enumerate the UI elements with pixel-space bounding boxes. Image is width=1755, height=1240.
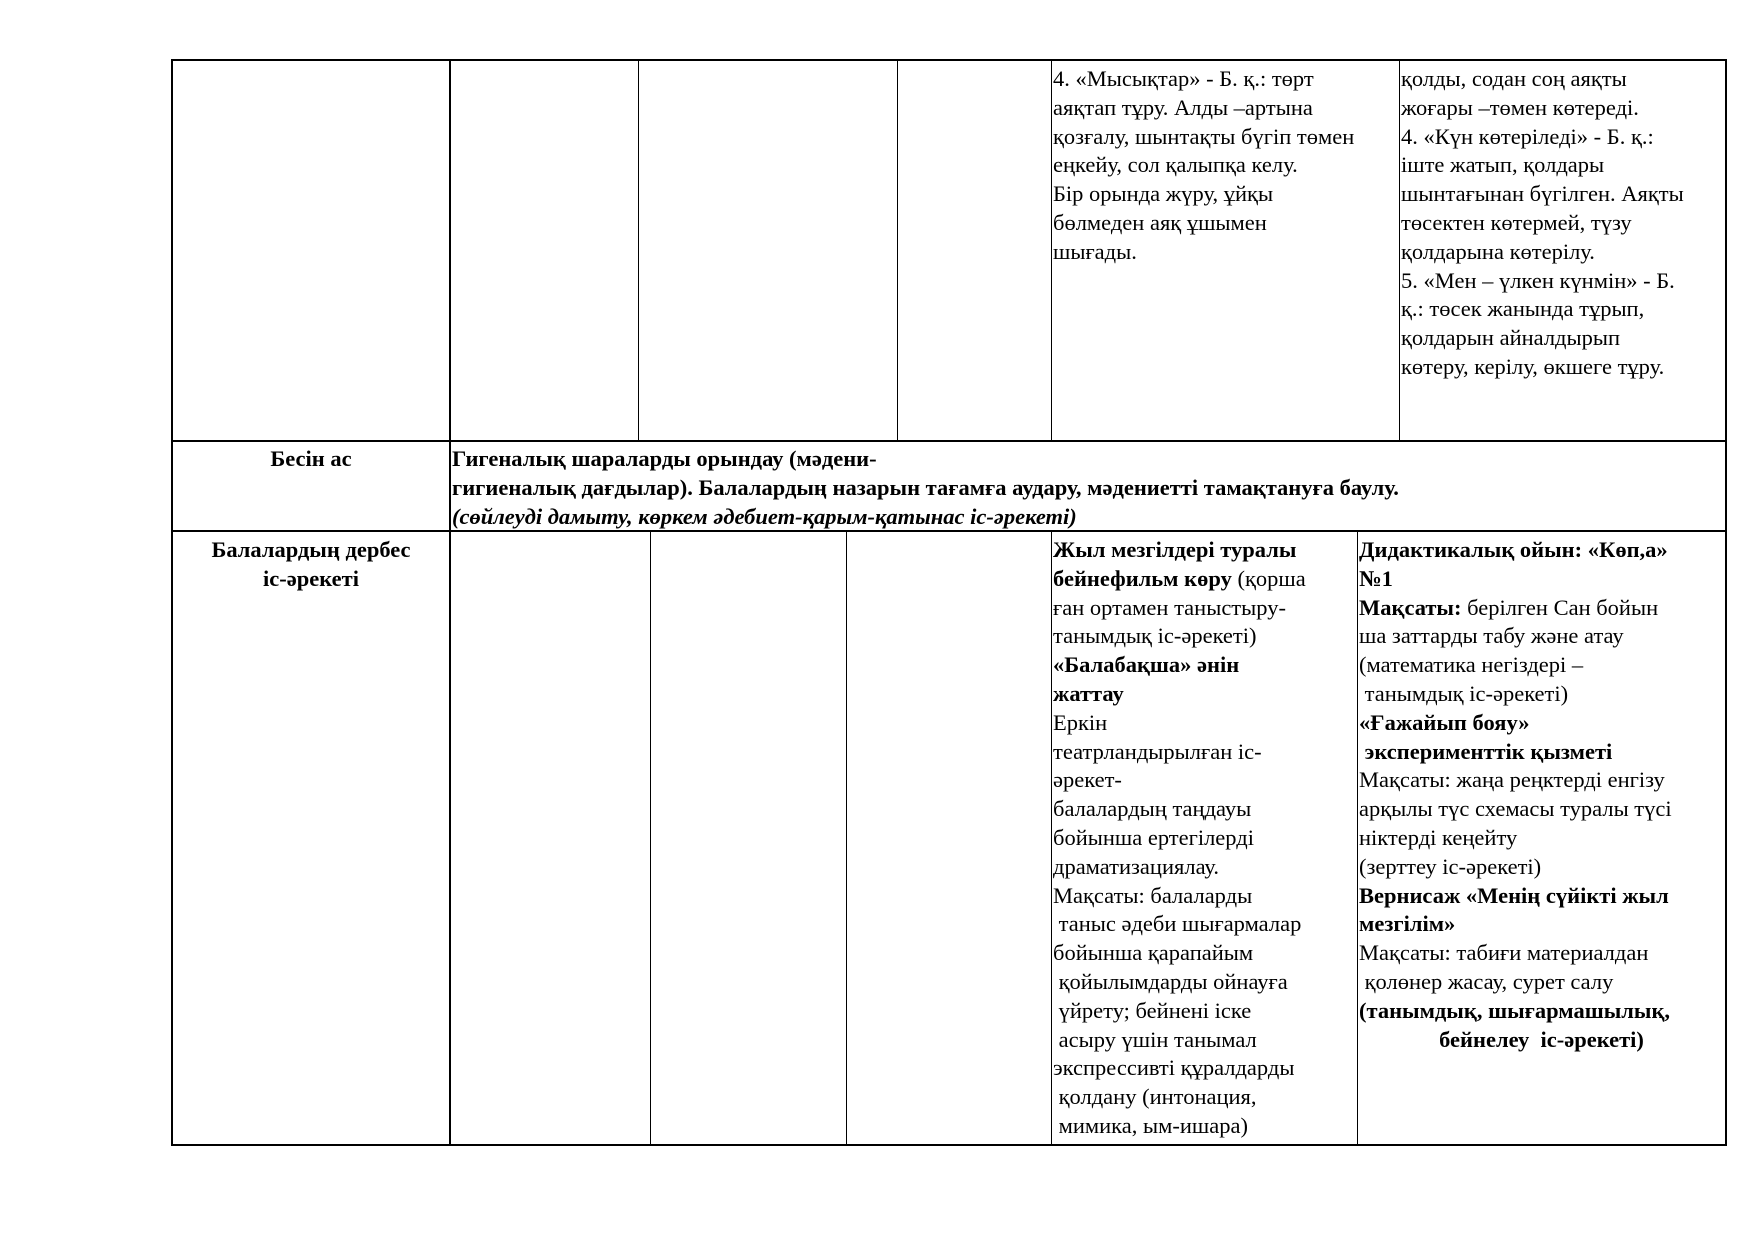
- text-line: №1: [1359, 565, 1393, 591]
- row3-divider-1: [650, 531, 651, 1145]
- text-line: қолды, содан соң аяқты: [1401, 66, 1627, 91]
- text-line: аяқтап тұру. Алды –артына: [1053, 94, 1313, 120]
- row1-col5-cell: [1053, 65, 1398, 267]
- text-line: бойынша қарапайым: [1053, 940, 1254, 966]
- text-line: драматизациялау.: [1053, 853, 1220, 879]
- text-line: Мақсаты: балаларды: [1053, 882, 1253, 908]
- text-line: шығады.: [1053, 238, 1137, 264]
- bold-run: Мақсаты:: [1359, 594, 1462, 620]
- text-line: «Балабақша» әнін: [1053, 652, 1240, 678]
- text-line: эксперименттік қызметі: [1359, 738, 1613, 764]
- text-line: қойылымдарды ойнауға: [1053, 968, 1288, 994]
- text-line: іште жатып, қолдары: [1401, 152, 1605, 178]
- text-line: театрландырылған іс-: [1053, 738, 1262, 764]
- text-line: Мақсаты: жаңа реңктерді енгізу: [1359, 767, 1665, 793]
- row1-divider-4: [1399, 59, 1400, 441]
- row2-text-line3: (сөйлеуді дамыту, көркем әдебиет-қарым-қатынас іс-әрекеті): [452, 503, 1077, 529]
- row3-label-line2: іс-әрекеті: [263, 565, 359, 591]
- text-line: қолдарына көтерілу.: [1401, 238, 1595, 264]
- text-line: [1053, 565, 1356, 594]
- row1-divider-1: [638, 59, 639, 441]
- text-line: (танымдық, шығармашылық,: [1359, 997, 1671, 1023]
- row3-divider-3: [1051, 531, 1052, 1145]
- text-line: еңкейу, сол қалыпқа келу.: [1053, 152, 1298, 178]
- text-line: шынтағынан бүгілген. Аяқты: [1401, 181, 1684, 207]
- text-line: төсектен көтермей, түзу: [1401, 209, 1632, 235]
- text-line: таныс әдеби шығармалар: [1053, 911, 1302, 937]
- text-line: ніктерді кеңейту: [1359, 824, 1518, 850]
- text-line: Дидактикалық ойын: «Көп,а»: [1359, 537, 1668, 562]
- text-line: Жыл мезгілдері туралы: [1053, 537, 1297, 562]
- text-line: (математика негіздері –: [1359, 652, 1584, 678]
- row2-label: [173, 445, 449, 474]
- row1-bottom-border: [171, 440, 1727, 442]
- row2-label-text: Бесін ас: [270, 446, 352, 471]
- text-line: балалардың таңдауы: [1053, 796, 1252, 822]
- text-line: бойынша ертегілерді: [1053, 824, 1254, 850]
- text-line: қолдарын айналдырып: [1401, 325, 1621, 351]
- row1-col6-cell: [1401, 65, 1723, 382]
- table-bottom-border: [171, 1144, 1727, 1146]
- text-line: 4. «Мысықтар» - Б. қ.: төрт: [1053, 66, 1314, 91]
- text-line: Мақсаты: табиғи материалдан: [1359, 940, 1649, 966]
- text-line: мезгілім»: [1359, 911, 1456, 937]
- text-line: (зерттеу іс-әрекеті): [1359, 853, 1542, 879]
- text-run: берілген Сан бойын: [1461, 594, 1659, 620]
- text-line: қозғалу, шынтақты бүгіп төмен: [1053, 123, 1355, 149]
- text-line: мимика, ым-ишара): [1053, 1112, 1248, 1138]
- row3-col6-cell: [1359, 536, 1724, 1054]
- text-line: жоғары –төмен көтереді.: [1401, 94, 1639, 120]
- row1-divider-2: [897, 59, 898, 441]
- text-line: 5. «Мен – үлкен күнмін» - Б.: [1401, 267, 1675, 293]
- row3-divider-4: [1357, 531, 1358, 1145]
- text-line: 4. «Күн көтеріледі» - Б. қ.:: [1401, 123, 1654, 149]
- text-line: Вернисаж «Менің сүйікті жыл: [1359, 882, 1669, 908]
- text-line: көтеру, керілу, өкшеге тұру.: [1401, 353, 1665, 379]
- text-line: әрекет-: [1053, 767, 1122, 793]
- text-line: бейнелеу іс-әрекеті): [1439, 1026, 1644, 1052]
- text-line: Бір орында жүру, ұйқы: [1053, 181, 1274, 207]
- row3-label: [173, 536, 449, 594]
- bold-run: бейнефильм көру: [1053, 565, 1232, 591]
- text-line: ша заттарды табу және атау: [1359, 623, 1624, 649]
- text-line: [1359, 594, 1724, 623]
- text-line: бөлмеден аяқ ұшымен: [1053, 209, 1267, 235]
- text-line: танымдық іс-әрекеті): [1053, 623, 1257, 649]
- text-line: «Ғажайып бояу»: [1359, 709, 1530, 735]
- text-line: қолдану (интонация,: [1053, 1084, 1257, 1110]
- text-line: асыру үшін танымал: [1053, 1026, 1257, 1052]
- label-column-border: [449, 59, 451, 1146]
- row2-text-cell: [452, 445, 1724, 531]
- text-line: жаттау: [1053, 680, 1124, 706]
- row2-text-line1: Гигеналық шараларды орындау (мәдени-: [452, 446, 877, 471]
- text-line: Еркін: [1053, 709, 1108, 735]
- table-right-border: [1725, 59, 1727, 1146]
- text-run: (қорша: [1231, 565, 1306, 591]
- text-line: экспрессивті құралдарды: [1053, 1055, 1295, 1081]
- table-top-border: [171, 59, 1727, 61]
- row3-divider-2: [846, 531, 847, 1145]
- text-line: қолөнер жасау, сурет салу: [1359, 968, 1614, 994]
- row1-divider-3: [1051, 59, 1052, 441]
- text-line: ған ортамен таныстыру-: [1053, 594, 1286, 620]
- row3-col5-cell: [1053, 536, 1356, 1141]
- table-left-border: [171, 59, 173, 1146]
- row3-label-line1: Балалардың дербес: [211, 537, 411, 562]
- text-line: танымдық іс-әрекеті): [1359, 680, 1569, 706]
- text-line: үйрету; бейнені іске: [1053, 997, 1252, 1023]
- row2-text-line2: гигиеналық дағдылар). Балалардың назарын тағамға аудару, мәдениетті тамақтануға баулу.: [452, 474, 1399, 500]
- text-line: арқылы түс схемасы туралы түсі: [1359, 796, 1672, 822]
- text-line: қ.: төсек жанында тұрып,: [1401, 296, 1645, 322]
